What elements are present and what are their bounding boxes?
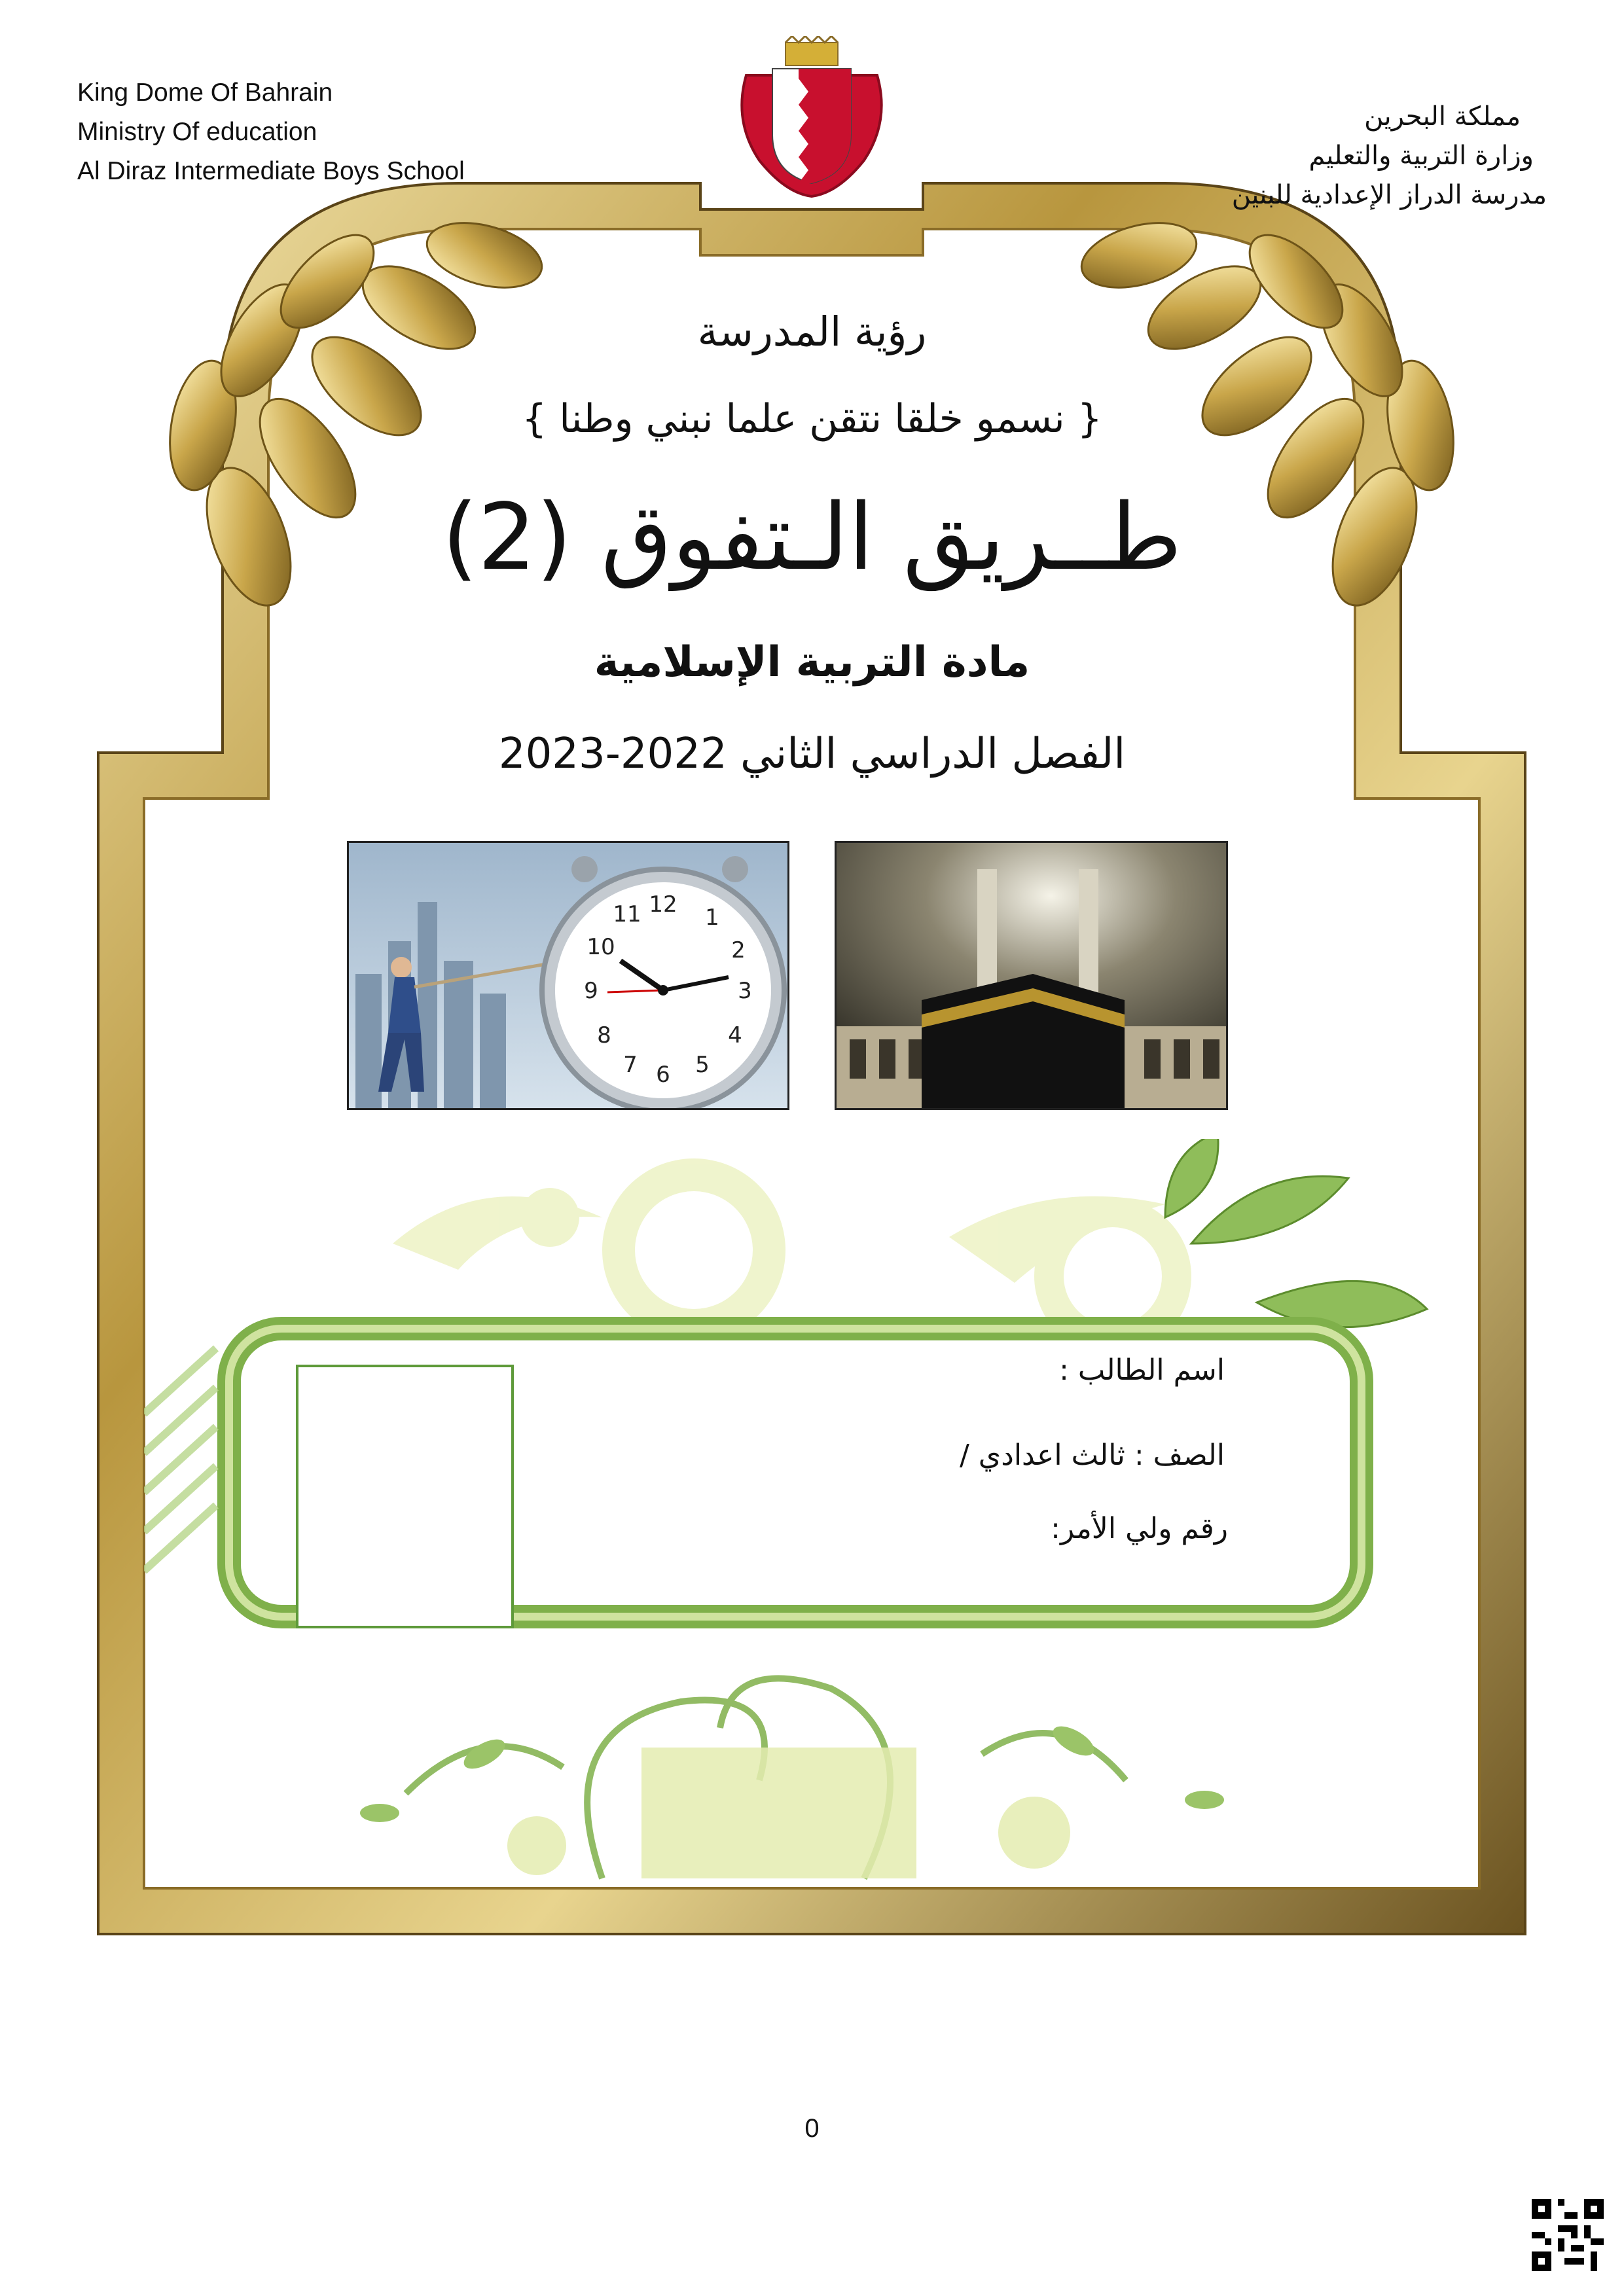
svg-text:1: 1: [705, 905, 719, 931]
ministry-name-ar: وزارة التربية والتعليم: [1308, 141, 1534, 171]
svg-text:4: 4: [728, 1022, 742, 1049]
grade-label: الصف : ثالث اعدادي /: [959, 1439, 1225, 1472]
student-photo-box: [296, 1365, 514, 1628]
svg-text:5: 5: [695, 1052, 710, 1078]
svg-text:7: 7: [623, 1052, 638, 1078]
svg-text:3: 3: [738, 978, 752, 1004]
ministry-name-en: Ministry Of education: [77, 118, 317, 146]
term-title: الفصل الدراسي الثاني 2022-2023: [498, 730, 1126, 778]
svg-text:8: 8: [597, 1022, 611, 1049]
svg-text:6: 6: [656, 1062, 670, 1088]
svg-text:2: 2: [731, 937, 746, 963]
svg-text:9: 9: [584, 978, 598, 1004]
kingdom-name-ar: مملكة البحرين: [1364, 101, 1521, 132]
student-name-label: اسم الطالب :: [1059, 1354, 1225, 1387]
qr-code-icon[interactable]: [1532, 2199, 1604, 2271]
subject-title: مادة التربية الإسلامية: [594, 638, 1030, 687]
arabic-header: [1232, 97, 1547, 215]
bahrain-emblem-icon: [733, 36, 890, 200]
clock-tug-photo: [347, 841, 789, 1110]
vision-motto: { نسمو خلقا نتقن علما نبني وطنا }: [522, 396, 1102, 442]
english-header: [77, 73, 465, 191]
svg-text:10: 10: [586, 934, 615, 960]
kaaba-photo: [835, 841, 1228, 1110]
svg-text:12: 12: [649, 891, 677, 918]
svg-text:11: 11: [613, 901, 641, 927]
school-name-en: Al Diraz Intermediate Boys School: [77, 157, 465, 185]
guardian-number-label: رقم ولي الأمر:: [1051, 1512, 1228, 1545]
vision-title: رؤية المدرسة: [697, 308, 927, 355]
kingdom-name-en: King Dome Of Bahrain: [77, 79, 333, 107]
main-title: طــريق الـتفوق (2): [442, 484, 1182, 591]
school-name-ar: مدرسة الدراز الإعدادية للبنين: [1231, 180, 1547, 210]
page-number: 0: [804, 2114, 820, 2143]
